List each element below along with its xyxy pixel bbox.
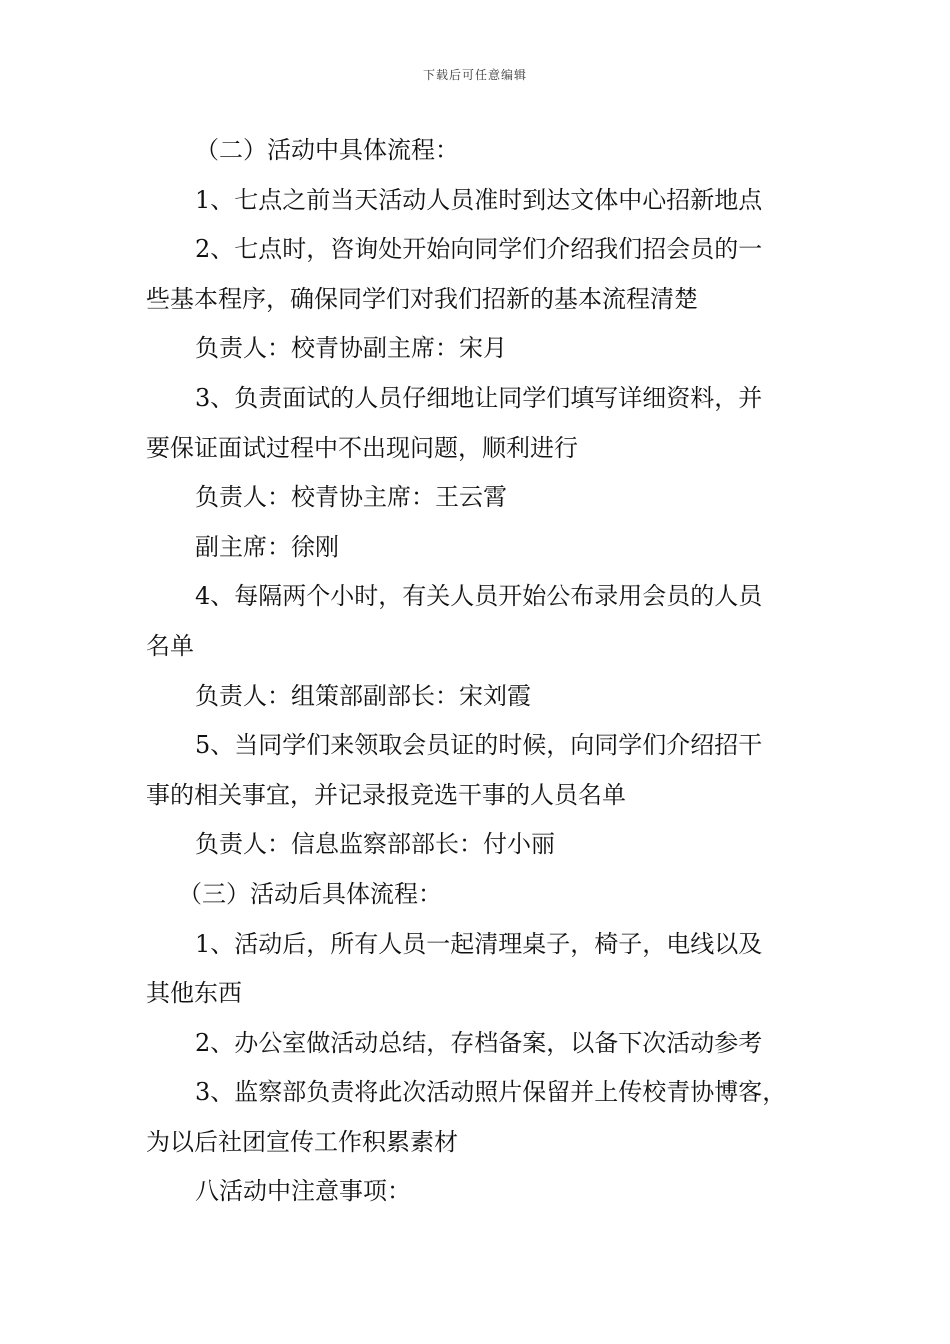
paragraph-line: 名单 [146, 631, 194, 660]
paragraph-line: 事的相关事宜，并记录报竞选干事的人员名单 [146, 780, 626, 809]
paragraph-line: 5、当同学们来领取会员证的时候，向同学们介绍招干 [195, 731, 763, 760]
paragraph-line: 负责人：校青协主席：王云霄 [195, 483, 507, 512]
paragraph-line: 其他东西 [146, 979, 242, 1008]
document-body [146, 126, 816, 1217]
paragraph-line: 4、每隔两个小时，有关人员开始公布录用会员的人员 [195, 582, 763, 611]
paragraph-line: 为以后社团宣传工作积累素材 [146, 1127, 458, 1156]
paragraph-line: 些基本程序，确保同学们对我们招新的基本流程清楚 [146, 284, 698, 313]
paragraph-line: 要保证面试过程中不出现问题，顺利进行 [146, 433, 578, 462]
paragraph-line: 副主席：徐刚 [195, 532, 339, 561]
paragraph-line: 3、监察部负责将此次活动照片保留并上传校青协博客， [195, 1078, 787, 1107]
page-header-watermark: 下载后可任意编辑 [422, 68, 527, 82]
paragraph-line: 1、七点之前当天活动人员准时到达文体中心招新地点 [195, 185, 763, 214]
section-heading-notes: 八活动中注意事项： [195, 1177, 411, 1206]
paragraph-line: 负责人：校青协副主席：宋月 [195, 334, 507, 363]
paragraph-line: 2、七点时，咨询处开始向同学们介绍我们招会员的一 [195, 235, 763, 264]
paragraph-line: 3、负责面试的人员仔细地让同学们填写详细资料，并 [195, 383, 763, 412]
section-heading-during: （二）活动中具体流程： [195, 136, 459, 164]
paragraph-line: 负责人：组策部副部长：宋刘霞 [195, 681, 531, 710]
paragraph-line: 1、活动后，所有人员一起清理桌子，椅子，电线以及 [195, 929, 763, 958]
section-heading-after: （三）活动后具体流程： [178, 879, 442, 908]
paragraph-line: 负责人：信息监察部部长：付小丽 [195, 830, 555, 859]
paragraph-line: 2、办公室做活动总结，存档备案，以备下次活动参考 [195, 1028, 763, 1057]
